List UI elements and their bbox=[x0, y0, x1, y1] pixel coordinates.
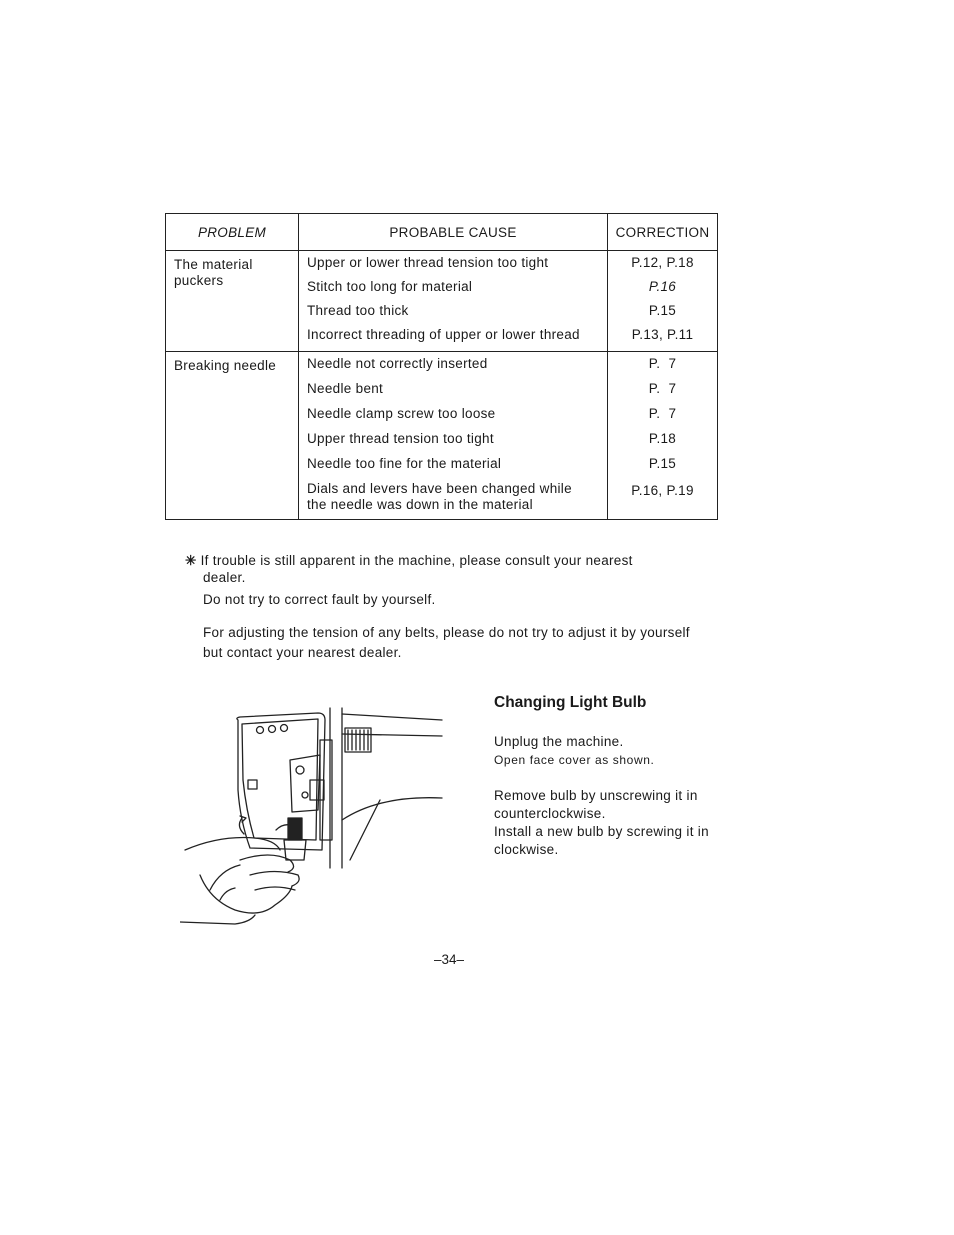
correction-item: P.16 bbox=[648, 279, 677, 294]
note-line: dealer. bbox=[203, 570, 246, 585]
cause-item: Incorrect threading of upper or lower thread bbox=[307, 327, 580, 342]
cause-item: Needle too fine for the material bbox=[307, 456, 502, 471]
cause-item: Dials and levers have been changed while the needle was down in the material bbox=[307, 481, 572, 512]
correction-item: P.15 bbox=[648, 456, 677, 471]
causes-cell bbox=[299, 251, 608, 352]
correction-item: P. 7 bbox=[648, 381, 677, 396]
cause-item: Needle bent bbox=[307, 381, 384, 396]
cause-item: Thread too thick bbox=[307, 303, 409, 318]
correction-item: P.13, P.11 bbox=[631, 327, 694, 342]
table-header-row bbox=[166, 214, 718, 251]
note-line: If trouble is still apparent in the machine, please consult your nearest bbox=[200, 553, 633, 568]
correction-item: P.16, P.19 bbox=[631, 483, 694, 498]
section-title: Changing Light Bulb bbox=[494, 694, 647, 711]
correction-item: P. 7 bbox=[648, 406, 677, 421]
cause-item: Needle clamp screw too loose bbox=[307, 406, 496, 421]
page-number: –34– bbox=[434, 952, 465, 967]
instruction-line: Open face cover as shown. bbox=[494, 753, 655, 767]
bulb-instructions bbox=[494, 733, 734, 859]
corrections-cell bbox=[608, 251, 718, 352]
instruction-line: Unplug the machine. bbox=[494, 734, 624, 749]
asterisk-icon: ✳ bbox=[185, 553, 197, 568]
cause-item: Upper thread tension too tight bbox=[307, 431, 494, 446]
problem-cell: Breaking needle bbox=[166, 352, 299, 520]
correction-item: P.12, P.18 bbox=[631, 255, 694, 270]
belts-note: For adjusting the tension of any belts, please do not try to adjust it by yourself but contact your nearest dealer. bbox=[203, 625, 690, 660]
header-problem: PROBLEM bbox=[166, 214, 299, 251]
header-correction: CORRECTION bbox=[608, 214, 718, 251]
corrections-cell bbox=[608, 352, 718, 520]
instruction-line: Remove bulb by unscrewing it in counterclockwise. bbox=[494, 788, 698, 821]
cause-item: Upper or lower thread tension too tight bbox=[307, 255, 549, 270]
correction-item: P.18 bbox=[648, 431, 677, 446]
problem-cell: The material puckers bbox=[166, 251, 299, 352]
light-bulb-illustration bbox=[180, 700, 450, 930]
note-line: Do not try to correct fault by yourself. bbox=[203, 592, 436, 607]
causes-cell bbox=[299, 352, 608, 520]
header-probable-cause: PROBABLE CAUSE bbox=[299, 214, 608, 251]
cause-item: Needle not correctly inserted bbox=[307, 356, 488, 371]
troubleshooting-table bbox=[165, 213, 718, 520]
table-row bbox=[166, 352, 718, 520]
cause-item: Stitch too long for material bbox=[307, 279, 473, 294]
correction-item: P. 7 bbox=[648, 356, 677, 371]
table-row bbox=[166, 251, 718, 352]
dealer-note bbox=[185, 552, 705, 608]
instruction-line: Install a new bulb by screwing it in clockwise. bbox=[494, 824, 709, 857]
correction-item: P.15 bbox=[648, 303, 677, 318]
